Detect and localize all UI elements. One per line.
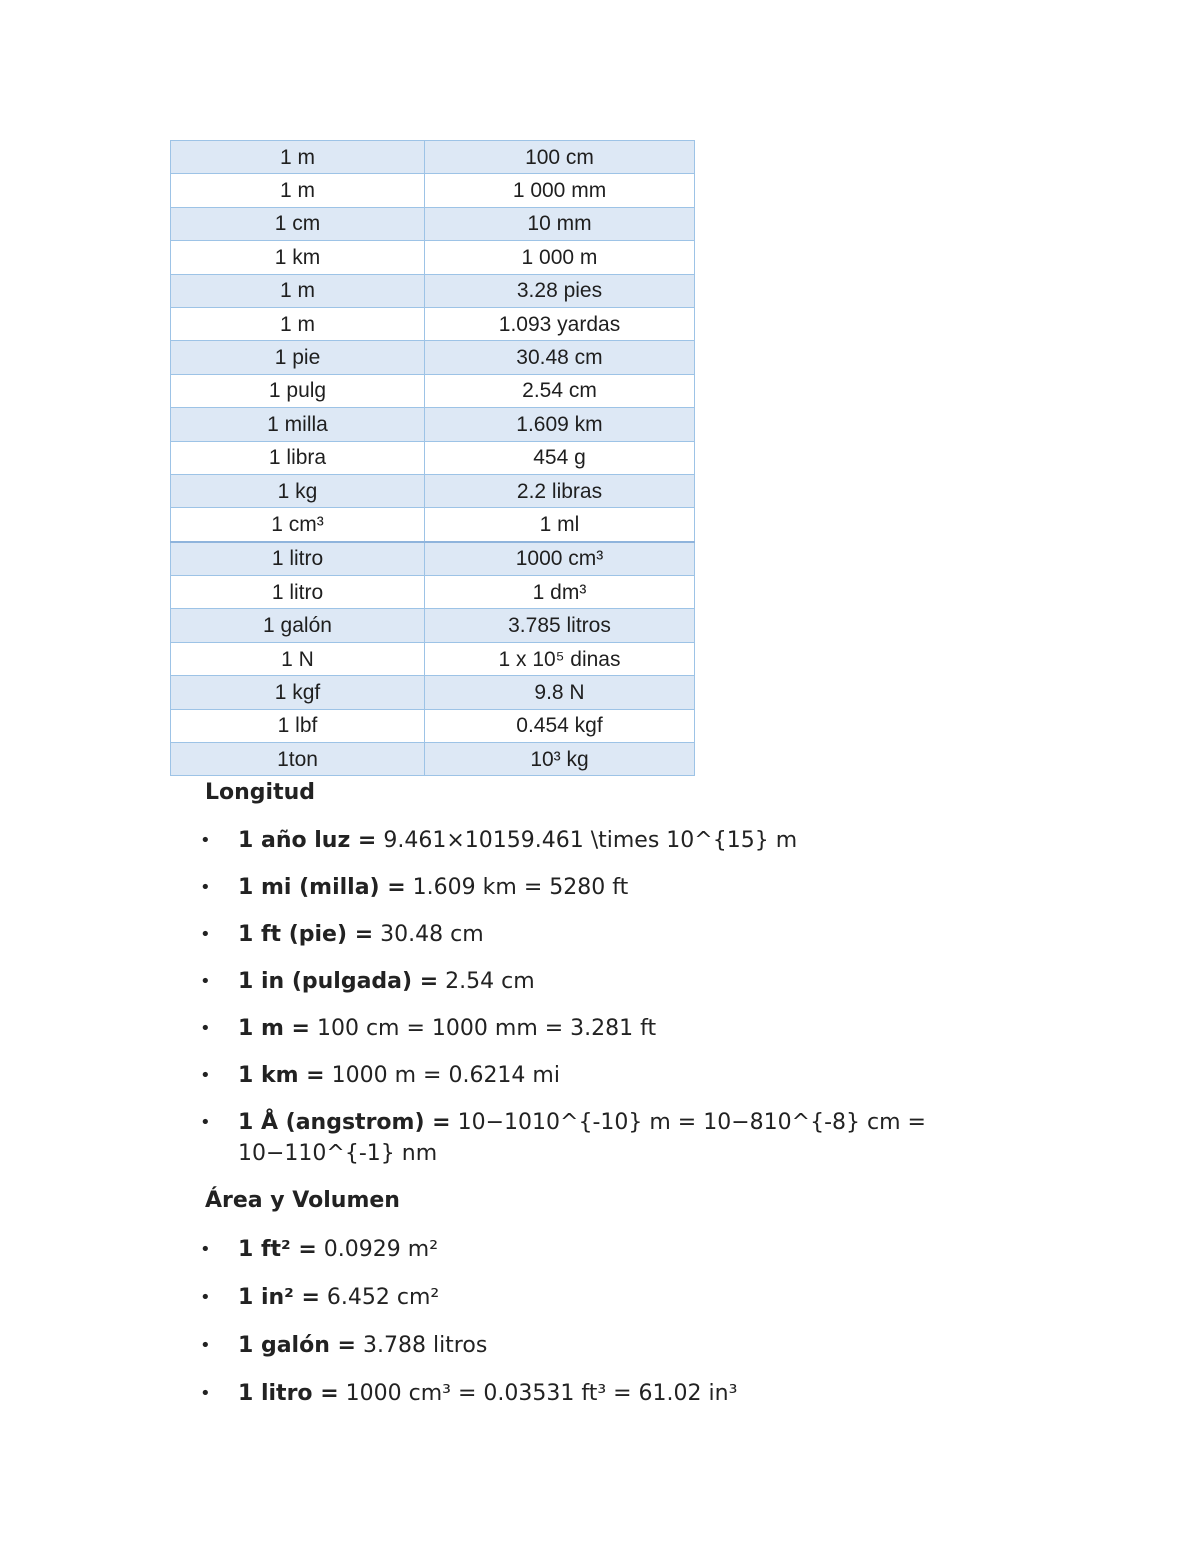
list-item	[200, 919, 1000, 950]
list-item-term: 1 km =	[238, 1063, 325, 1088]
list-item-term: 1 in (pulgada) =	[238, 969, 439, 994]
longitud-heading: Longitud	[205, 780, 316, 805]
table-cell-unit: 1 m	[171, 174, 425, 207]
table-cell-equivalent: 1 x 10⁵ dinas	[425, 642, 695, 675]
table-cell-equivalent: 1 dm³	[425, 576, 695, 609]
table-row	[171, 676, 695, 709]
table-cell-unit: 1 milla	[171, 408, 425, 441]
table-cell-equivalent: 100 cm	[425, 141, 695, 174]
table-cell-equivalent: 1.609 km	[425, 408, 695, 441]
table-cell-equivalent: 2.54 cm	[425, 374, 695, 407]
table-cell-equivalent: 1.093 yardas	[425, 307, 695, 340]
table-row	[171, 307, 695, 340]
list-item	[200, 1282, 1000, 1313]
area-volumen-heading: Área y Volumen	[205, 1188, 400, 1213]
list-item	[200, 872, 1000, 903]
table-row	[171, 709, 695, 742]
table-cell-equivalent: 0.454 kgf	[425, 709, 695, 742]
bullet-icon: •	[200, 877, 211, 898]
table-row	[171, 374, 695, 407]
table-cell-unit: 1 galón	[171, 609, 425, 642]
table-cell-equivalent: 454 g	[425, 441, 695, 474]
bullet-icon: •	[200, 1065, 211, 1086]
table-row	[171, 274, 695, 307]
table-cell-equivalent: 1000 cm³	[425, 542, 695, 576]
list-item	[200, 1234, 1000, 1265]
table-row	[171, 508, 695, 542]
bullet-icon: •	[200, 971, 211, 992]
table-row	[171, 408, 695, 441]
table-cell-unit: 1 m	[171, 307, 425, 340]
table-cell-unit: 1 lbf	[171, 709, 425, 742]
list-item-value: 1000 cm³ = 0.03531 ft³ = 61.02 in³	[338, 1381, 738, 1406]
list-item	[200, 1378, 1000, 1409]
table-cell-unit: 1 litro	[171, 576, 425, 609]
table-row	[171, 474, 695, 507]
list-item-term: 1 año luz =	[238, 828, 377, 853]
table-row	[171, 341, 695, 374]
list-item-value: 9.461×10159.461 \times 10^{15} m	[376, 828, 798, 853]
table-cell-unit: 1 libra	[171, 441, 425, 474]
table-row	[171, 441, 695, 474]
table-cell-unit: 1 cm³	[171, 508, 425, 542]
list-item	[200, 966, 1000, 997]
list-item-value: 1.609 km = 5280 ft	[405, 875, 629, 900]
table-cell-equivalent: 10 mm	[425, 207, 695, 240]
table-row	[171, 207, 695, 240]
list-item-term: 1 litro =	[238, 1381, 339, 1406]
table-cell-unit: 1 pulg	[171, 374, 425, 407]
bullet-icon: •	[200, 1239, 211, 1260]
table-cell-equivalent: 3.785 litros	[425, 609, 695, 642]
list-item	[200, 1013, 1000, 1044]
longitud-list	[200, 825, 1000, 1185]
table-row	[171, 141, 695, 174]
table-cell-equivalent: 1 000 mm	[425, 174, 695, 207]
table-cell-equivalent: 9.8 N	[425, 676, 695, 709]
table-cell-unit: 1 pie	[171, 341, 425, 374]
table-cell-unit: 1ton	[171, 743, 425, 776]
table-cell-unit: 1 km	[171, 241, 425, 274]
table-row	[171, 642, 695, 675]
list-item-term: 1 m =	[238, 1016, 310, 1041]
table-cell-equivalent: 30.48 cm	[425, 341, 695, 374]
bullet-icon: •	[200, 1287, 211, 1308]
list-item-value: 1000 m = 0.6214 mi	[324, 1063, 560, 1088]
table-cell-equivalent: 3.28 pies	[425, 274, 695, 307]
list-item-value: 2.54 cm	[438, 969, 535, 994]
table-cell-equivalent: 1 ml	[425, 508, 695, 542]
list-item-term: 1 mi (milla) =	[238, 875, 406, 900]
bullet-icon: •	[200, 1335, 211, 1356]
table-cell-unit: 1 cm	[171, 207, 425, 240]
list-item-term: 1 Å (angstrom) =	[238, 1110, 451, 1135]
conversion-table-body	[171, 141, 695, 776]
list-item-value: 0.0929 m²	[316, 1237, 439, 1262]
table-cell-unit: 1 m	[171, 141, 425, 174]
bullet-icon: •	[200, 830, 211, 851]
table-row	[171, 174, 695, 207]
table-row	[171, 743, 695, 776]
area-volumen-list	[200, 1234, 1000, 1426]
table-cell-unit: 1 kg	[171, 474, 425, 507]
table-row	[171, 542, 695, 576]
list-item	[200, 1107, 1000, 1169]
list-item-term: 1 galón =	[238, 1333, 356, 1358]
bullet-icon: •	[200, 1383, 211, 1404]
table-cell-unit: 1 m	[171, 274, 425, 307]
table-row	[171, 576, 695, 609]
bullet-icon: •	[200, 924, 211, 945]
table-row	[171, 241, 695, 274]
list-item-value: 3.788 litros	[355, 1333, 488, 1358]
list-item-value: 100 cm = 1000 mm = 3.281 ft	[309, 1016, 657, 1041]
table-cell-equivalent: 1 000 m	[425, 241, 695, 274]
conversion-table	[170, 140, 695, 776]
list-item-term: 1 in² =	[238, 1285, 320, 1310]
table-cell-unit: 1 N	[171, 642, 425, 675]
table-row	[171, 609, 695, 642]
list-item-term: 1 ft (pie) =	[238, 922, 374, 947]
table-cell-unit: 1 litro	[171, 542, 425, 576]
bullet-icon: •	[200, 1112, 211, 1133]
list-item	[200, 825, 1000, 856]
table-cell-equivalent: 2.2 libras	[425, 474, 695, 507]
list-item-value: 10−1010^{-10} m = 10−810^{-8} cm = 10−110^{-1} nm	[238, 1110, 926, 1166]
list-item-value: 30.48 cm	[373, 922, 484, 947]
list-item-term: 1 ft² =	[238, 1237, 317, 1262]
list-item	[200, 1330, 1000, 1361]
table-cell-equivalent: 10³ kg	[425, 743, 695, 776]
bullet-icon: •	[200, 1018, 211, 1039]
list-item-value: 6.452 cm²	[319, 1285, 440, 1310]
list-item	[200, 1060, 1000, 1091]
table-cell-unit: 1 kgf	[171, 676, 425, 709]
